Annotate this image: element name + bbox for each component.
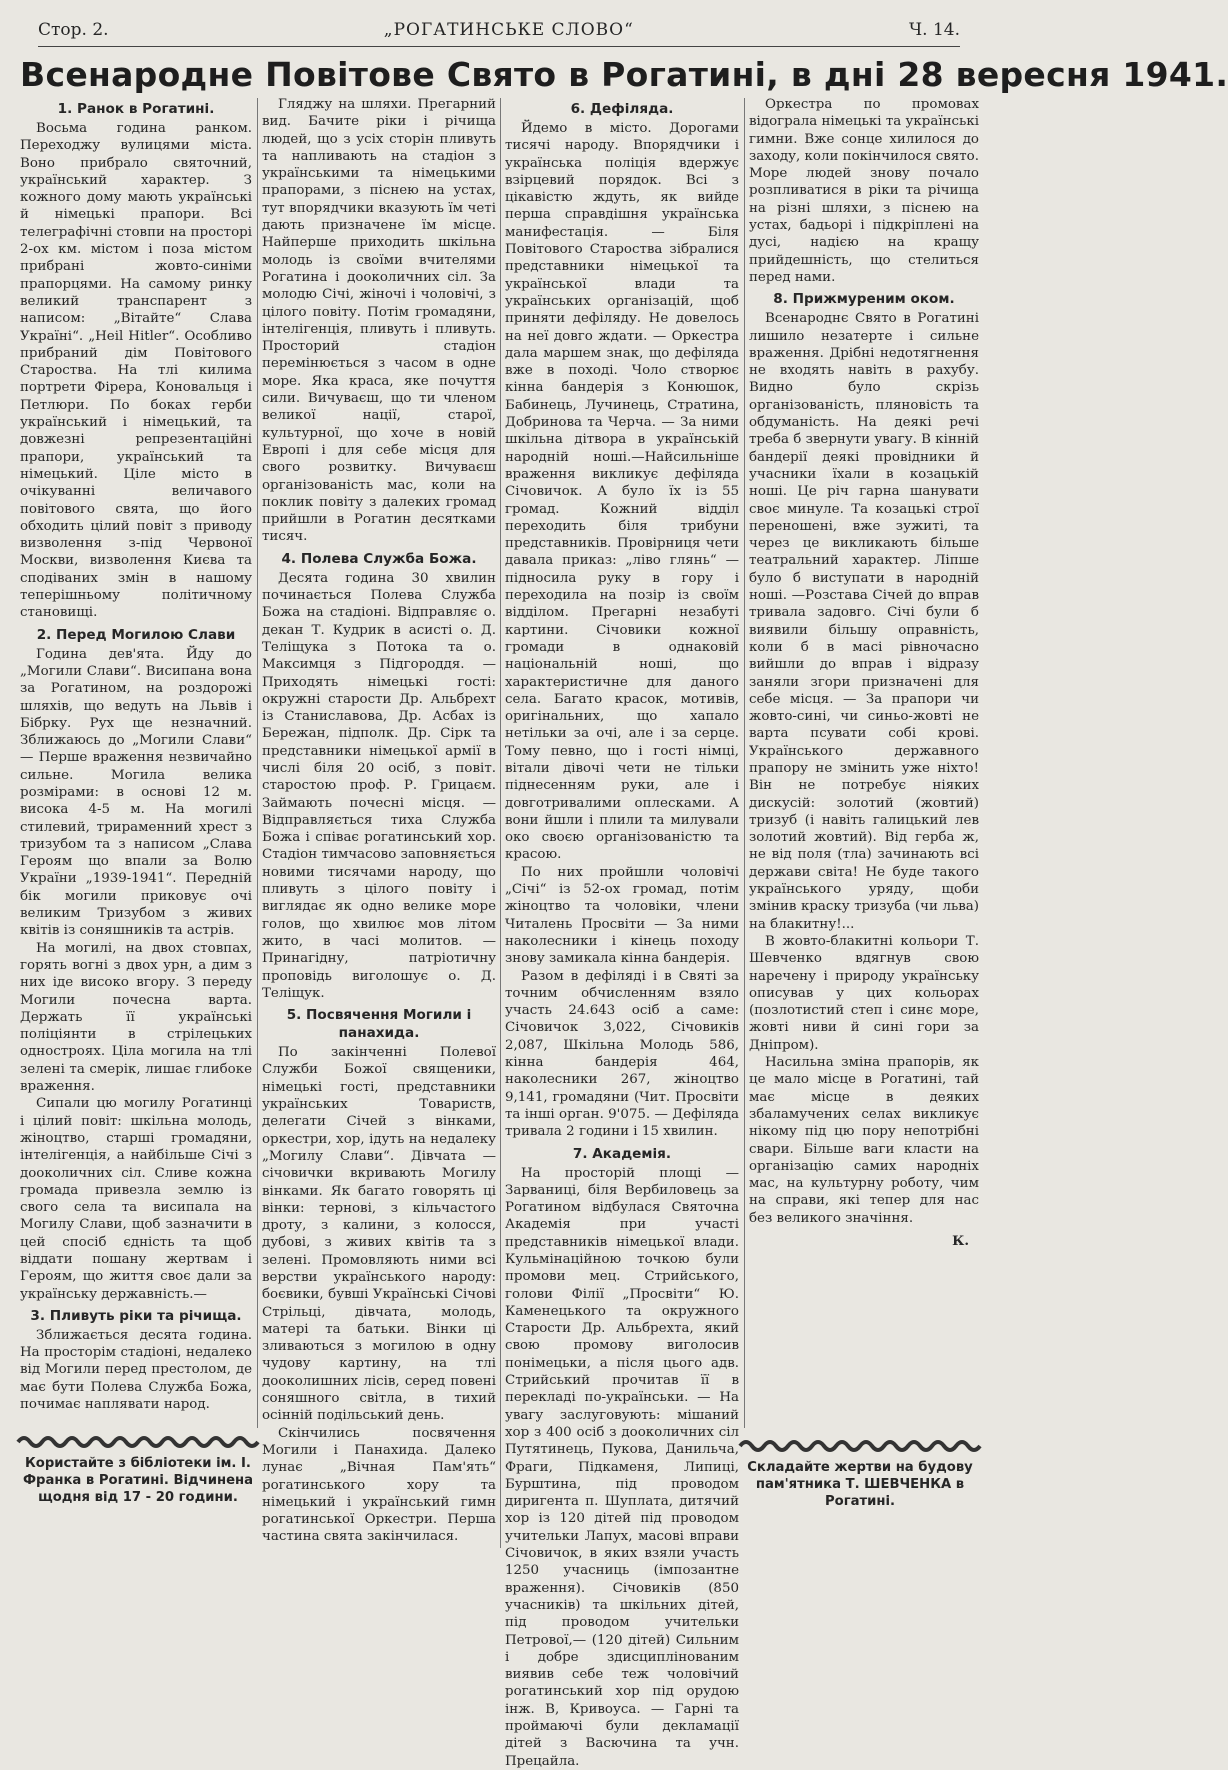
paragraph: Насильна зміна прапорів, як це мало місце в Рогатині, тай має місце в деяких збаламучених селах викликує нікому під цю пору непотрібні свари. Більше ваги класти на організацію самих народніх мас, на культурну роботу, чим на справи, які тепер для нас без великого значіння. (749, 1055, 979, 1226)
section-title: 5. Посвячення Могили і панахида. (286, 1007, 472, 1042)
running-header (38, 20, 960, 47)
column-1 (20, 96, 252, 1436)
paragraph: По них пройшли чоловічі „Січі“ із 52-ох громад, потім жіноцтво та чоловіки, члени Читалень Просвіти — За ними наколесники і кінець походу знову замикала кінна бандерія. (505, 864, 739, 967)
column-divider (257, 98, 258, 1428)
paragraph: Восьма година ранком. Переходжу вулицями міста. Воно прибрало святочний, український характер. З кожного дому мають українські й німецькі прапори. Всі телеграфічні стовпи на просторі 2-ох км. містом і поза містом прибрані жовто-синіми прапорцями. На самому ринку великий транспарент з написом: „Вітайте“ Слава Україні“. „Heil Hitler“. Особливо прибраний дім Повітового Староства. На тлі килима портрети Фірера, Коновальця і Петлюри. По боках герби український і німецький, та довжезні репрезентаційні прапори, український та німецький. Ціле місто в очікуванні величавого повітового свята, що його обходить цілий повіт з приводу визволення з-під Червоної Москви, визволення Києва та сподіваних змін в нашому теперішньому політичному становищі. (20, 121, 252, 621)
section-title: 1. Ранок в Рогатині. (57, 101, 215, 117)
wave-ornament (18, 1434, 258, 1450)
paragraph: Разом в дефіляді і в Святі за точним обчисленням взяло участь 24.643 осіб а саме: Січовичок 3,022, Січовиків 2,087, Шкільна Молодь 586, кінна бандерія 464, наколесники 267, жіноцтво 9,141, громадяни (Чит. Просвіти та інші орган. 9'075. — Дефіляда тривала 2 години і 15 хвилин. (505, 968, 739, 1140)
author-signature: К. (952, 1233, 969, 1249)
column-4 (749, 96, 979, 1436)
section-title: 4. Полева Служба Божа. (281, 550, 477, 567)
paragraph: Гляджу на шляхи. Прегарний вид. Бачите ріки і річища людей, що з усіх сторін пливуть та напливають на стадіон з українськими та німецькими прапорами, з піснею на устах, тут впорядчики вказують їм четі дають призначене їм місце. Найперше приходить шкільна молодь із своїми вчителями Рогатина і дооколичних сіл. За молодю Січі, жіночі і чоловічі, з цілого повіту. Потім громадяни, інтелігенція, пливуть і пливуть. Просторий стадіон перемінюється з часом в одне море. Яка краса, яке почуття сили. Вичуваєш, що ти членом великої нації, старої, культурної, що хоче в новій Европі і для себе місця для свого розвитку. Вичуваєш організованість мас, коли на поклик повіту з далеких громад прийшли в Рогатин десятками тисяч. (262, 97, 496, 545)
issue-number: Ч. 14. (909, 20, 960, 40)
paragraph: Зближається десята година. На просторім стадіоні, недалеко від Могили перед престолом, де має бути Полева Служба Божа, почимає наплявати народ. (20, 1327, 252, 1413)
library-notice (18, 1434, 258, 1506)
paragraph: Всенароднє Свято в Рогатині лишило незатерте і сильне враження. Дрібні недотягнення не входять навіть в рахубу. Видно було скрізь організованість, пляновість та обдуманість. На деякі речі треба б звернути увагу. В кінній бандерії деякі провідники й учасники їхали в козацькій ноші. Це річ гарна шанувати своє минуле. Та козацькі строї переношені, вже зужиті, та через це викликають більше театральний характер. Ліпше було б виступати в народній ноші. —Розстава Січей до вправ тривала задовго. Січі були б виявили більшу оправність, коли б в масі рівночасно вийшли до вправ і відразу заняли згори призначені для себе місця. — За прапори чи жовто-сині, чи синьо-жовті не варта псувати собі крові. Українського державного прапору не змінить уже ніхто! Він не потребує ніяких дискусій: золотий (жовтий) тризуб (і навіть галицький лев золотий жовтий). Від герба ж, не від поля (тла) зачинають всі держави світа! Не буде такого українського уряду, щоби змінив краску тризуба (чи льва) на блакитну!... (749, 311, 979, 932)
paragraph: Десята година 30 хвилин починається Полева Служба Божа на стадіоні. Відправляє о. декан Т. Кудрик в асисті о. Д. Теліщука з Потока та о. Максимця з Підгороддя. — Приходять німецькі гості: окружні старости Др. Альбрехт із Станиславова, Др. Асбах із Бережан, підполк. Др. Сірк та представники німецької армії в числі біля 20 осіб, з повіт. старостою проф. Р. Грицаєм. Займають почесні місця. — Відправляється тиха Служба Божа і співає рогатинський хор. Стадіон тимчасово заповняється новими тисячами народу, що пливуть з цілого повіту і виглядає як одно велике море голов, що хвилює мов літом жито, в часі молитов. — Принагідну, патріотичну проповідь виголошує о. Д. Теліщук. (262, 570, 496, 1001)
paragraph: Скінчились посвячення Могили і Панахида. Далеко лунає „Вічная Пам'ять“ рогатинського хору та німецький і український гимн рогатинської Оркестри. Перша частина свята закінчилася. (262, 1425, 496, 1545)
section-title: 3. Пливуть ріки та річища. (30, 1307, 242, 1324)
column-2 (262, 96, 496, 1546)
paragraph: В жовто-блакитні кольори Т. Шевченко вдягнув свою наречену і природу українську описував у цих кольорах (позлотистий степ і синє море, жовті ниви й сині гори за Дніпром). (749, 933, 979, 1053)
newspaper-title: „РОГАТИНСЬКЕ СЛОВО“ (383, 20, 634, 40)
page-number: Стор. 2. (38, 20, 109, 40)
column-divider (500, 98, 501, 1548)
paragraph: На могилі, на двох стовпах, горять вогні з двох урн, а дим з них іде високо вгору. З переду Могили почесна варта. Держать її українські поліцiянти в стрілецьких одностроях. Ціла могила на тлі зелені та смерік, лишає глибоке враження. (20, 940, 252, 1095)
paragraph: Йдемо в місто. Дорогами тисячі народу. Впорядчики і українська поліція вдержує взірцевий порядок. Всі з цікавістю ждуть, як вийде перша справдішня українська манифестація. — Біля Повітового Староства зібралися представники німецької та української влади та українських організацій, щоб приняти дефіляду. Не довелось на неї довго ждати. — Оркестра дала маршем знак, що дефіляда вже в поході. Чоло створює кінна бандерія з Конюшок, Бабинець, Лучинець, Стратина, Добринова та Черча. — За ними шкільна дітвора в українській народній ноші.—Найсильніше враження викликує дефіляда Січовичок. А було їх із 55 громад. Кожний відділ переходить біля трибуни представників. Провірниця чети давала приказ: „ліво глянь“ — підносила руку в гору і переходила на позір із своїм відділом. Прегарні незабуті картини. Січовики кожної громади в однаковій національній ноші, що характеристичне для даного села. Багато красок, мотивів, оригінальних, що хапало нетільки за очі, але і за серце. Тому певно, що і гості німці, вітали дівочі чети не тільки піднесенням руки, але і довготривалими оплесками. А вони йшли і плили та милували око своєю організованістю та красою. (505, 121, 739, 863)
monument-notice-text: Складайте жертви на будову пам'ятника Т. ШЕВЧЕНКА в Рогатині. (747, 1460, 973, 1509)
paragraph: Оркестра по промовах відограла німецькі та українські гимни. Вже сонце хилилося до заходу, коли покінчилося свято. Море людей знову почало розпливатися в ріки та річища на різні шляхи, з піснею на устах, бадьорі і підкріплені на дусі, надією на кращу прийдешність, що стелиться перед нами. (749, 97, 979, 285)
section-title: 6. Дефіляда. (570, 101, 674, 117)
paragraph: Година дев'ята. Йду до „Могили Слави“. Висипана вона за Рогатином, на роздорожі шляхів, що ведуть на Львів і Бібрку. Рух ще незначний. Зближаюсь до „Могили Слави“ — Перше враження незвичайно сильне. Могила велика розмірами: в основі 12 м. висока 4-5 м. На могилі стилевий, трираменний хрест з тризубом та з написом „Слава Героям що впали за Волю України „1939-1941“. Передній бік могили приковує очі великим Тризубом з живих квітів із соняшників та астрів. (20, 646, 252, 939)
main-headline: Всенародне Повітове Свято в Рогатині, в дні 28 вересня 1941. (20, 55, 1228, 94)
paragraph: На просторій площі — Зарваниці, біля Вербиловець за Рогатином відбулася Святочна Академія при участі представників німецької влади. Кульмінаційною точкою були промови мец. Стрийського, голови Філії „Просвіти“ Ю. Каменецького та окружного Старости Др. Альбрехта, який свою промову виголосив понімецьки, а після цього адв. Стрийський прочитав її в перекладі по-українськи. — На увагу заслуговують: мішаний хор з 400 осіб з дооколичних сіл Путятинець, Пукова, Данильча, Фраги, Підкаменя, Липиці, Бурштина, під проводом диригента п. Шуплата, дитячий хор із 120 дітей під проводом учительки Лапух, масові вправи Січовичок, в яких взяли участь 1250 учасниць (імпозантне враження). Січовиків (850 учасників) та шкільних дітей, під проводом учительки Петрової,— (120 дітей) Сильним і добре здисциплінованим виявив себе теж чоловічий рогатинський хор під орудою інж. В, Кривоуса. — Гарні та проймаючі були декламації дітей з Васючина та учн. Прецайла. (505, 1165, 739, 1769)
paragraph: По закінченні Полевої Служби Божої священики, німецькі гості, представники українських Товариств, делегати Січей з вінками, оркестри, хор, ідуть на недалеку „Могилу Слави“. Дівчата — січовички вкривають Могилу вінками. Як багато говорять ці вінки: тернові, з кільчастого дроту, з калини, з колосся, дубові, з живих квітів та з зелені. Промовляють ними всі верстви українського народу: боєвики, бувші Українські Січові Стрільці, дівчата, молодь, матері та батьки. Вінки ці зливаються з могилою в одну чудову картину, на тлі дооколишних лісів, серед повені соняшного світла, в тихий осінній подільський день. (262, 1045, 496, 1424)
section-title: 8. Прижмуреним оком. (773, 291, 955, 308)
monument-notice (740, 1438, 980, 1510)
paragraph: Сипали цю могилу Рогатинці і цілий повіт: шкільна молодь, жіноцтво, старші громадяни, інтелігенція, а найбільше Січі з дооколичних сіл. Сливе кожна громада привезла землю із свого села та висипала на Могилу Слави, щоб зазначити в цей спосіб єдність та щоб віддати пошану жертвам і Героям, що життя своє дали за українську державність.— (20, 1096, 252, 1302)
column-3 (505, 96, 739, 1769)
column-divider (744, 98, 745, 1428)
section-title: 2. Перед Могилою Слави (36, 626, 236, 643)
library-notice-text: Користайте з бібліотеки ім. І. Франка в Рогатині. Відчинена щодня від 17 - 20 години. (22, 1456, 254, 1505)
section-title: 7. Академія. (572, 1145, 672, 1162)
wave-ornament (740, 1438, 980, 1454)
